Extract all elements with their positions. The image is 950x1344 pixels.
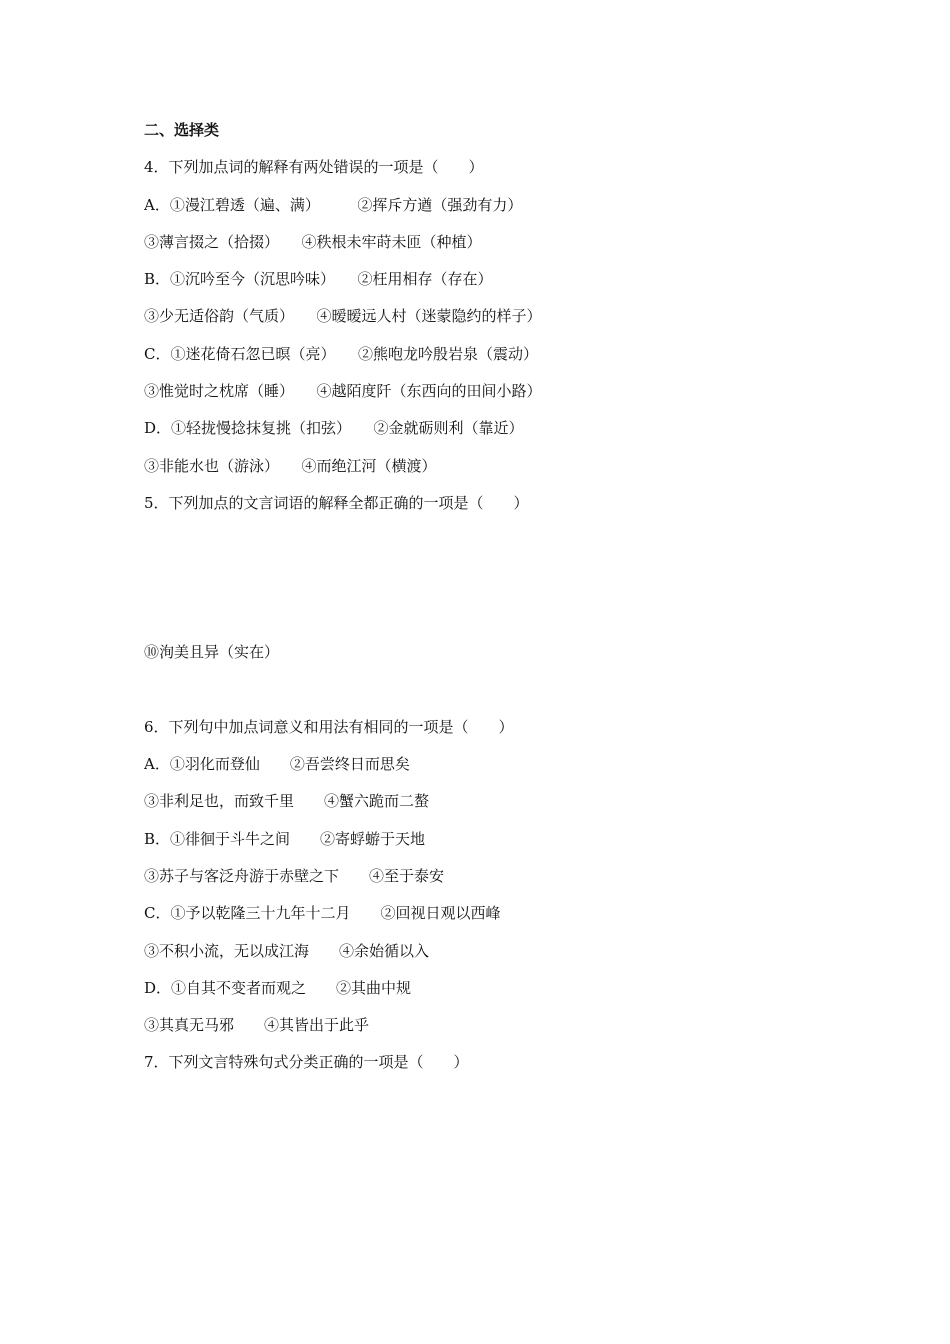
q7-items-row2 [144, 1119, 834, 1156]
q7-items-row4 [144, 1194, 834, 1231]
q4-option-b-line1: B．①沉吟至今（沉思吟味） ②枉用相存（存在） [144, 270, 493, 289]
q6-option-c-line1: C．①予以乾隆三十九年十二月 ②回视日观以西峰 [144, 904, 501, 923]
q6-option-a-line2: ③非利足也，而致千里 ④蟹六跪而二螯 [144, 792, 430, 811]
q6-option-a-line1: A．①羽化而登仙 ②吾尝终日而思矣 [144, 755, 410, 774]
q6-stem: 6．下列句中加点词意义和用法有相同的一项是（ ） [144, 717, 514, 736]
q6-option-b-line2: ③苏子与客泛舟游于赤壁之下 ④至于泰安 [144, 866, 445, 885]
document-page [144, 112, 834, 1231]
q4-option-a-line1: A．①漫江碧透（遍、满） ②挥斥方遒（强劲有力） [144, 195, 523, 214]
q4-option-d-line2: ③非能水也（游泳） ④而绝江河（横渡） [144, 456, 437, 475]
q7-items-row1 [144, 1082, 834, 1119]
q6-option-c-line2: ③不积小流，无以成江海 ④余始循以入 [144, 941, 430, 960]
q5-items-row3 [144, 597, 834, 634]
q5-stem: 5．下列加点的文言词语的解释全都正确的一项是（ ） [144, 493, 529, 512]
q4-option-d-line1: D．①轻拢慢捻抹复挑（扣弦） ②金就砺则利（靠近） [144, 419, 524, 438]
q5-options [144, 671, 834, 708]
q4-option-b-line2: ③少无适俗韵（气质） ④暧暧远人村（迷蒙隐约的样子） [144, 307, 542, 326]
q4-option-c-line1: C．①迷花倚石忽已暝（亮） ②熊咆龙吟殷岩泉（震动） [144, 344, 538, 363]
q5-items-row4: ⑩洵美且异（实在） [144, 643, 280, 662]
q6-option-d-line1: D．①自其不变者而观之 ②其曲中规 [144, 978, 412, 997]
q6-option-b-line1: B．①徘徊于斗牛之间 ②寄蜉蝣于天地 [144, 829, 426, 848]
q4-stem: 4．下列加点词的解释有两处错误的一项是（ ） [144, 158, 484, 177]
q7-stem: 7．下列文言特殊句式分类正确的一项是（ ） [144, 1053, 469, 1072]
q5-items-row2 [144, 560, 834, 597]
q7-items-row3 [144, 1156, 834, 1193]
q4-option-c-line2: ③惟觉时之枕席（睡） ④越陌度阡（东西向的田间小路） [144, 382, 542, 401]
section-title: 二、选择类 [144, 121, 220, 139]
q4-option-a-line2: ③薄言掇之（拾掇） ④秩根未牢莳未匝（种植） [144, 232, 482, 251]
q5-items-row1 [144, 522, 834, 559]
q6-option-d-line2: ③其真无马邪 ④其皆出于此乎 [144, 1016, 370, 1035]
